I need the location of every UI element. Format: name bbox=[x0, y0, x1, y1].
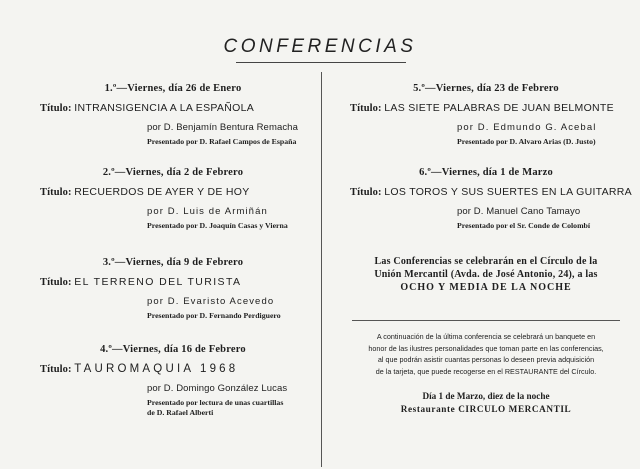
column-divider bbox=[321, 72, 322, 467]
presenter-line: Presentado por el Sr. Conde de Colombí bbox=[457, 221, 591, 230]
conference-title: INTRANSIGENCIA A LA ESPAÑOLA bbox=[74, 102, 255, 114]
conference-presenter bbox=[40, 137, 306, 146]
notice-line-1: Las Conferencias se celebrarán en el Círculo de la bbox=[374, 256, 598, 267]
conference-presenter bbox=[40, 221, 306, 230]
conference-date: 5.º—Viernes, día 23 de Febrero bbox=[413, 83, 559, 94]
conference-date: 2.º—Viernes, día 2 de Febrero bbox=[102, 167, 244, 178]
conference-date: 6.º—Viernes, día 1 de Marzo bbox=[419, 167, 553, 178]
conference-4 bbox=[40, 344, 306, 417]
conference-speaker: por D. Edmundo G. Acebal bbox=[457, 122, 597, 133]
banquet-line-1: A continuación de la última conferencia se celebrará un banquete en bbox=[376, 332, 596, 341]
presenter-line: Presentado por D. Rafael Campos de España bbox=[147, 137, 297, 146]
conference-6 bbox=[350, 167, 632, 230]
banquet-notice bbox=[350, 331, 622, 377]
conference-1 bbox=[40, 83, 306, 146]
conference-date: 1.º—Viernes, día 26 de Enero bbox=[104, 83, 242, 94]
notice-line-3: OCHO Y MEDIA DE LA NOCHE bbox=[400, 282, 572, 293]
conference-title: LOS TOROS Y SUS SUERTES EN LA GUITARRA bbox=[384, 186, 632, 198]
presenter-line: Presentado por D. Joaquín Casas y Vierna bbox=[147, 221, 288, 230]
conference-date: 4.º—Viernes, día 16 de Febrero bbox=[100, 344, 246, 355]
title-label: Título: bbox=[350, 187, 382, 198]
banquet-line-4: de la tarjeta, que puede recogerse en el RESTAURANTE del Círculo. bbox=[375, 366, 597, 376]
title-underline bbox=[236, 62, 406, 63]
title-label: Título: bbox=[40, 103, 72, 114]
conference-title-line bbox=[40, 102, 306, 114]
conference-2 bbox=[40, 167, 306, 230]
notice-line-2: Unión Mercantil (Avda. de José Antonio, 24), a las bbox=[374, 269, 598, 280]
conference-speaker: por D. Luis de Armiñán bbox=[147, 206, 268, 217]
page-title: CONFERENCIAS bbox=[223, 36, 417, 57]
banquet-venue: Restaurante CIRCULO MERCANTIL bbox=[400, 404, 572, 414]
conference-5 bbox=[350, 83, 622, 146]
banquet-details bbox=[350, 390, 622, 416]
conference-3 bbox=[40, 257, 306, 320]
conference-presenter bbox=[350, 221, 622, 230]
banquet-date: Día 1 de Marzo, diez de la noche bbox=[422, 391, 550, 401]
conference-title-line bbox=[350, 102, 622, 114]
title-label: Título: bbox=[350, 103, 382, 114]
conference-title-line bbox=[40, 363, 306, 375]
conference-title: EL TERRENO DEL TURISTA bbox=[74, 276, 242, 288]
conference-title-line bbox=[350, 186, 632, 198]
title-label: Título: bbox=[40, 277, 72, 288]
conference-title-line bbox=[40, 186, 306, 198]
conference-title: TAUROMAQUIA 1968 bbox=[74, 363, 239, 375]
presenter-line: Presentado por lectura de unas cuartillas bbox=[147, 398, 284, 407]
conference-speaker: por D. Domingo González Lucas bbox=[147, 383, 288, 394]
presenter-line: Presentado por D. Alvaro Arias (D. Justo) bbox=[457, 137, 596, 146]
conference-title: LAS SIETE PALABRAS DE JUAN BELMONTE bbox=[384, 102, 614, 114]
presenter-line-2: de D. Rafael Alberti bbox=[147, 408, 214, 417]
conference-speaker: por D. Manuel Cano Tamayo bbox=[457, 206, 581, 217]
banquet-line-2: honor de las ilustres personalidades que toman parte en las conferencias, bbox=[368, 343, 604, 353]
conference-presenter bbox=[350, 137, 622, 146]
conference-title: RECUERDOS DE AYER Y DE HOY bbox=[74, 186, 250, 198]
banquet-line-3: al que podrán asistir cuantas personas lo deseen previa adquisición bbox=[377, 355, 595, 364]
conference-title-line bbox=[40, 276, 306, 288]
conference-speaker: por D. Benjamín Bentura Remacha bbox=[147, 122, 298, 133]
section-divider bbox=[352, 320, 620, 321]
conference-date: 3.º—Viernes, día 9 de Febrero bbox=[102, 257, 244, 268]
conference-presenter bbox=[40, 311, 306, 320]
venue-notice bbox=[350, 255, 622, 294]
title-label: Título: bbox=[40, 187, 72, 198]
title-label: Título: bbox=[40, 364, 72, 375]
conference-presenter bbox=[40, 398, 306, 417]
conference-speaker: por D. Evaristo Acevedo bbox=[147, 296, 275, 307]
presenter-line: Presentado por D. Fernando Perdiguero bbox=[147, 311, 281, 320]
